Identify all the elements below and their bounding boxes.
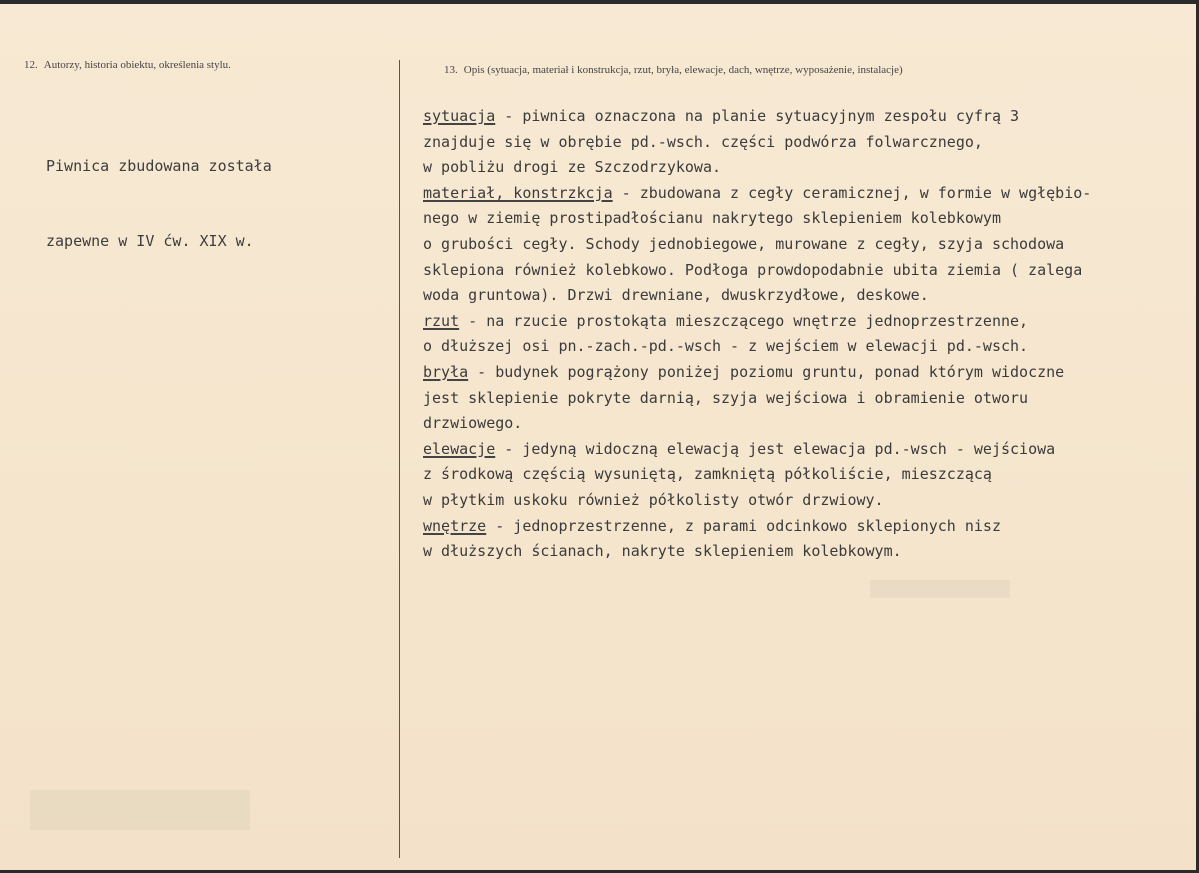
description-line bbox=[423, 539, 1183, 565]
show-through-marks bbox=[870, 580, 1010, 598]
description-line-text: w dłuższych ścianach, nakryte sklepieniem kolebkowym. bbox=[423, 542, 902, 561]
description-line bbox=[423, 386, 1183, 412]
description-keyword: bryła bbox=[423, 362, 469, 381]
description-line-text: drzwiowego. bbox=[423, 414, 523, 433]
description-line-text: sklepiona również kolebkowo. Podłoga prowdopodabnie ubita ziemia ( zalega bbox=[423, 260, 1083, 279]
card-top-edge bbox=[0, 0, 1199, 4]
section-12-heading bbox=[24, 59, 231, 71]
section-12-number: 12. bbox=[24, 59, 38, 71]
description-line-text: o dłuższej osi pn.-zach.-pd.-wsch - z wejściem w elewacji pd.-wsch. bbox=[423, 337, 1029, 356]
description-line-text: o grubości cegły. Schody jednobiegowe, murowane z cegły, szyja schodowa bbox=[423, 234, 1065, 253]
description-line bbox=[423, 258, 1183, 284]
description-line bbox=[423, 104, 1183, 130]
show-through-marks bbox=[30, 790, 250, 830]
description-line bbox=[423, 181, 1183, 207]
description-line bbox=[423, 309, 1183, 335]
description-line bbox=[423, 411, 1183, 437]
description-text bbox=[423, 104, 1183, 565]
description-line-text: - zbudowana z cegły ceramicznej, w formie w wgłębio- bbox=[612, 183, 1092, 202]
description-line-text: - piwnica oznaczona na planie sytuacyjnym zespołu cyfrą 3 bbox=[495, 107, 1020, 125]
description-line bbox=[423, 130, 1183, 156]
description-keyword: rzut bbox=[423, 311, 460, 330]
description-line-text: jest sklepienie pokryte darnią, szyja wejściowa i obramienie otworu bbox=[423, 388, 1029, 407]
description-line bbox=[423, 206, 1183, 232]
description-line bbox=[423, 437, 1183, 463]
description-line-text: w płytkim uskoku również półkolisty otwór drzwiowy. bbox=[423, 490, 884, 509]
section-13-heading bbox=[444, 64, 903, 76]
description-keyword: materiał, konstrzkcja bbox=[423, 183, 613, 202]
description-line bbox=[423, 360, 1183, 386]
description-line bbox=[423, 283, 1183, 309]
description-keyword: elewacje bbox=[423, 439, 496, 458]
description-line bbox=[423, 488, 1183, 514]
section-13-title: Opis (sytuacja, materiał i konstrukcja, rzut, bryła, elewacje, dach, wnętrze, wyposażenie, instalacje) bbox=[463, 64, 903, 76]
column-divider bbox=[399, 60, 400, 858]
description-line-text: nego w ziemię prostipadłościanu nakrytego sklepieniem kolebkowym bbox=[423, 209, 1001, 228]
description-keyword: sytuacja bbox=[423, 107, 496, 125]
description-line-text: - na rzucie prostokąta mieszczącego wnętrze jednoprzestrzenne, bbox=[459, 311, 1029, 330]
description-line-text: - jedyną widoczną elewacją jest elewacja pd.-wsch - wejściowa bbox=[495, 439, 1056, 458]
description-line-text: w pobliżu drogi ze Szczodrzykowa. bbox=[423, 158, 722, 177]
section-13-number: 13. bbox=[444, 64, 458, 76]
description-keyword: wnętrze bbox=[423, 516, 487, 535]
description-line bbox=[423, 462, 1183, 488]
description-line-text: z środkową częścią wysuniętą, zamkniętą półkoliście, mieszczącą bbox=[423, 465, 992, 484]
description-line-text: - jednoprzestrzenne, z parami odcinkowo sklepionych nisz bbox=[486, 516, 1001, 535]
description-line-text: woda gruntowa). Drzwi drewniane, dwuskrzydłowe, deskowe. bbox=[423, 286, 929, 305]
description-line bbox=[423, 514, 1183, 540]
history-text bbox=[46, 104, 272, 304]
description-line bbox=[423, 334, 1183, 360]
section-12-title: Autorzy, historia obiektu, określenia stylu. bbox=[43, 59, 231, 71]
description-line bbox=[423, 155, 1183, 181]
description-line-text: znajduje się w obrębie pd.-wsch. części podwórza folwarcznego, bbox=[423, 132, 983, 151]
history-line: Piwnica zbudowana została bbox=[46, 157, 272, 175]
description-line-text: - budynek pogrążony poniżej poziomu gruntu, ponad którym widoczne bbox=[468, 362, 1065, 381]
description-line bbox=[423, 232, 1183, 258]
history-line: zapewne w IV ćw. XIX w. bbox=[46, 232, 254, 250]
